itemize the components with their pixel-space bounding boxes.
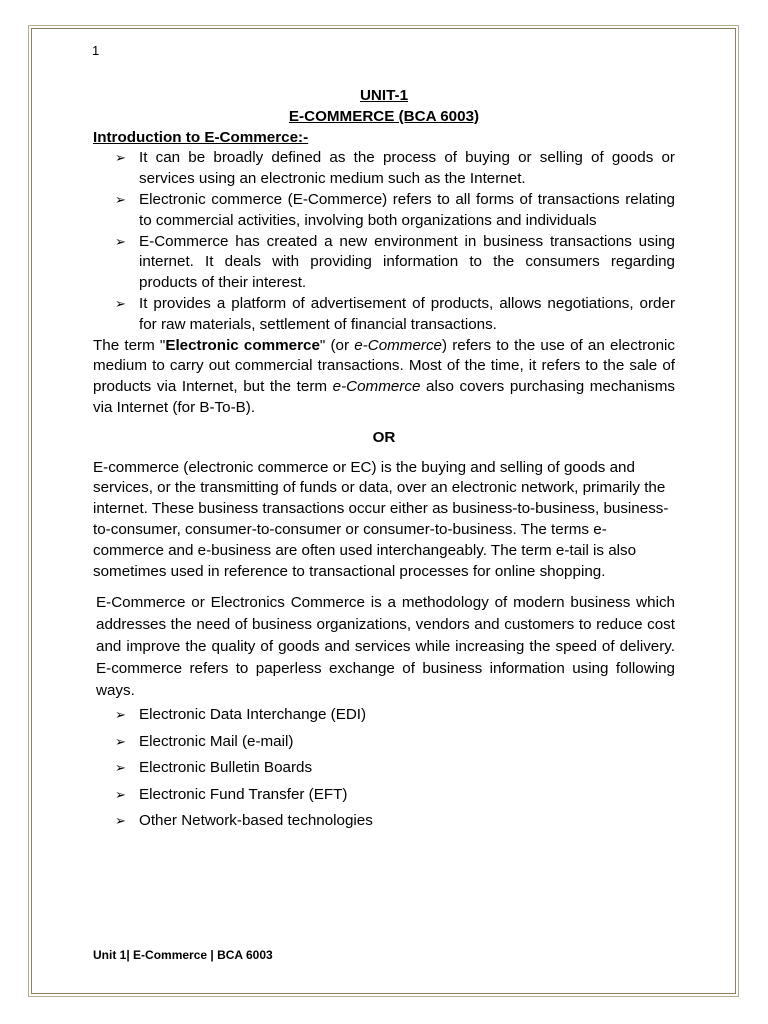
intro-heading: Introduction to E-Commerce:- bbox=[93, 128, 309, 146]
list-item bbox=[93, 702, 675, 729]
arrow-bullet-icon: ➢ bbox=[115, 295, 126, 311]
list-item bbox=[93, 755, 675, 782]
ways-list bbox=[93, 702, 675, 835]
term-italic-1: e-Commerce bbox=[354, 336, 443, 354]
list-item-text: Electronic commerce (E-Commerce) refers to all forms of transactions relating to commercial activities, involving both organizations and individuals bbox=[139, 190, 675, 229]
arrow-bullet-icon: ➢ bbox=[115, 813, 126, 829]
arrow-bullet-icon: ➢ bbox=[115, 760, 126, 776]
list-item-text: Electronic Data Interchange (EDI) bbox=[139, 706, 367, 724]
list-item-text: Electronic Bulletin Boards bbox=[139, 759, 313, 777]
ec-paragraph: E-commerce (electronic commerce or EC) is the buying and selling of goods and services, or the transmitting of funds or data, over an electronic network, primarily the internet. These business transactions occur either as business-to-business, business-to-consumer, consumer-to-consumer or consumer-to-business. The terms e-commerce and e-business are often used interchangeably. The term e-tail is also sometimes used in reference to transactional processes for online shopping. bbox=[93, 458, 669, 580]
list-item-text: Electronic Mail (e-mail) bbox=[139, 732, 294, 750]
document-body bbox=[93, 86, 675, 835]
term-bold: Electronic commerce bbox=[165, 336, 320, 354]
term-text-3: ) refers to the use of an electronic medium to carry out commercial transactions. Most of the time, it refers to the sale of products via Internet, but the term bbox=[93, 336, 675, 396]
list-item-text: E-Commerce has created a new environment in business transactions using internet. It deals with providing information to the consumers regarding products of their interest. bbox=[139, 232, 675, 292]
term-text-1: The term " bbox=[93, 336, 166, 354]
list-item-text: It provides a platform of advertisement of products, allows negotiations, order for raw materials, settlement of financial transactions. bbox=[139, 294, 675, 333]
list-item bbox=[93, 294, 675, 336]
list-item bbox=[93, 782, 675, 809]
list-item-text: It can be broadly defined as the process of buying or selling of goods or services using an electronic medium such as the Internet. bbox=[139, 149, 675, 188]
or-separator: OR bbox=[372, 428, 396, 446]
arrow-bullet-icon: ➢ bbox=[115, 150, 126, 166]
term-italic-2: e-Commerce bbox=[332, 378, 421, 396]
list-item bbox=[93, 729, 675, 756]
methodology-paragraph: E-Commerce or Electronics Commerce is a methodology of modern business which addresses the need of business organizations, vendors and customers to reduce cost and improve the quality of goods and services while increasing the speed of delivery. E-commerce refers to paperless exchange of business information using following ways. bbox=[96, 594, 675, 700]
unit-title: UNIT-1 bbox=[359, 87, 409, 104]
term-text-4: also covers purchasing mechanisms via Internet (for B-To-B). bbox=[93, 378, 675, 416]
term-text-2: " (or bbox=[319, 336, 355, 354]
list-item bbox=[93, 148, 675, 190]
list-item bbox=[93, 808, 675, 835]
arrow-bullet-icon: ➢ bbox=[115, 707, 126, 723]
page-footer: Unit 1| E-Commerce | BCA 6003 bbox=[93, 948, 273, 962]
arrow-bullet-icon: ➢ bbox=[115, 233, 126, 249]
list-item-text: Other Network-based technologies bbox=[139, 812, 373, 830]
arrow-bullet-icon: ➢ bbox=[115, 191, 126, 207]
list-item bbox=[93, 190, 675, 232]
list-item bbox=[93, 232, 675, 294]
term-paragraph bbox=[93, 336, 675, 419]
arrow-bullet-icon: ➢ bbox=[115, 733, 126, 749]
list-item-text: Electronic Fund Transfer (EFT) bbox=[139, 785, 348, 803]
intro-bullet-list bbox=[93, 148, 675, 335]
arrow-bullet-icon: ➢ bbox=[115, 786, 126, 802]
course-title: E-COMMERCE (BCA 6003) bbox=[288, 107, 480, 125]
page-number: 1 bbox=[92, 43, 100, 58]
